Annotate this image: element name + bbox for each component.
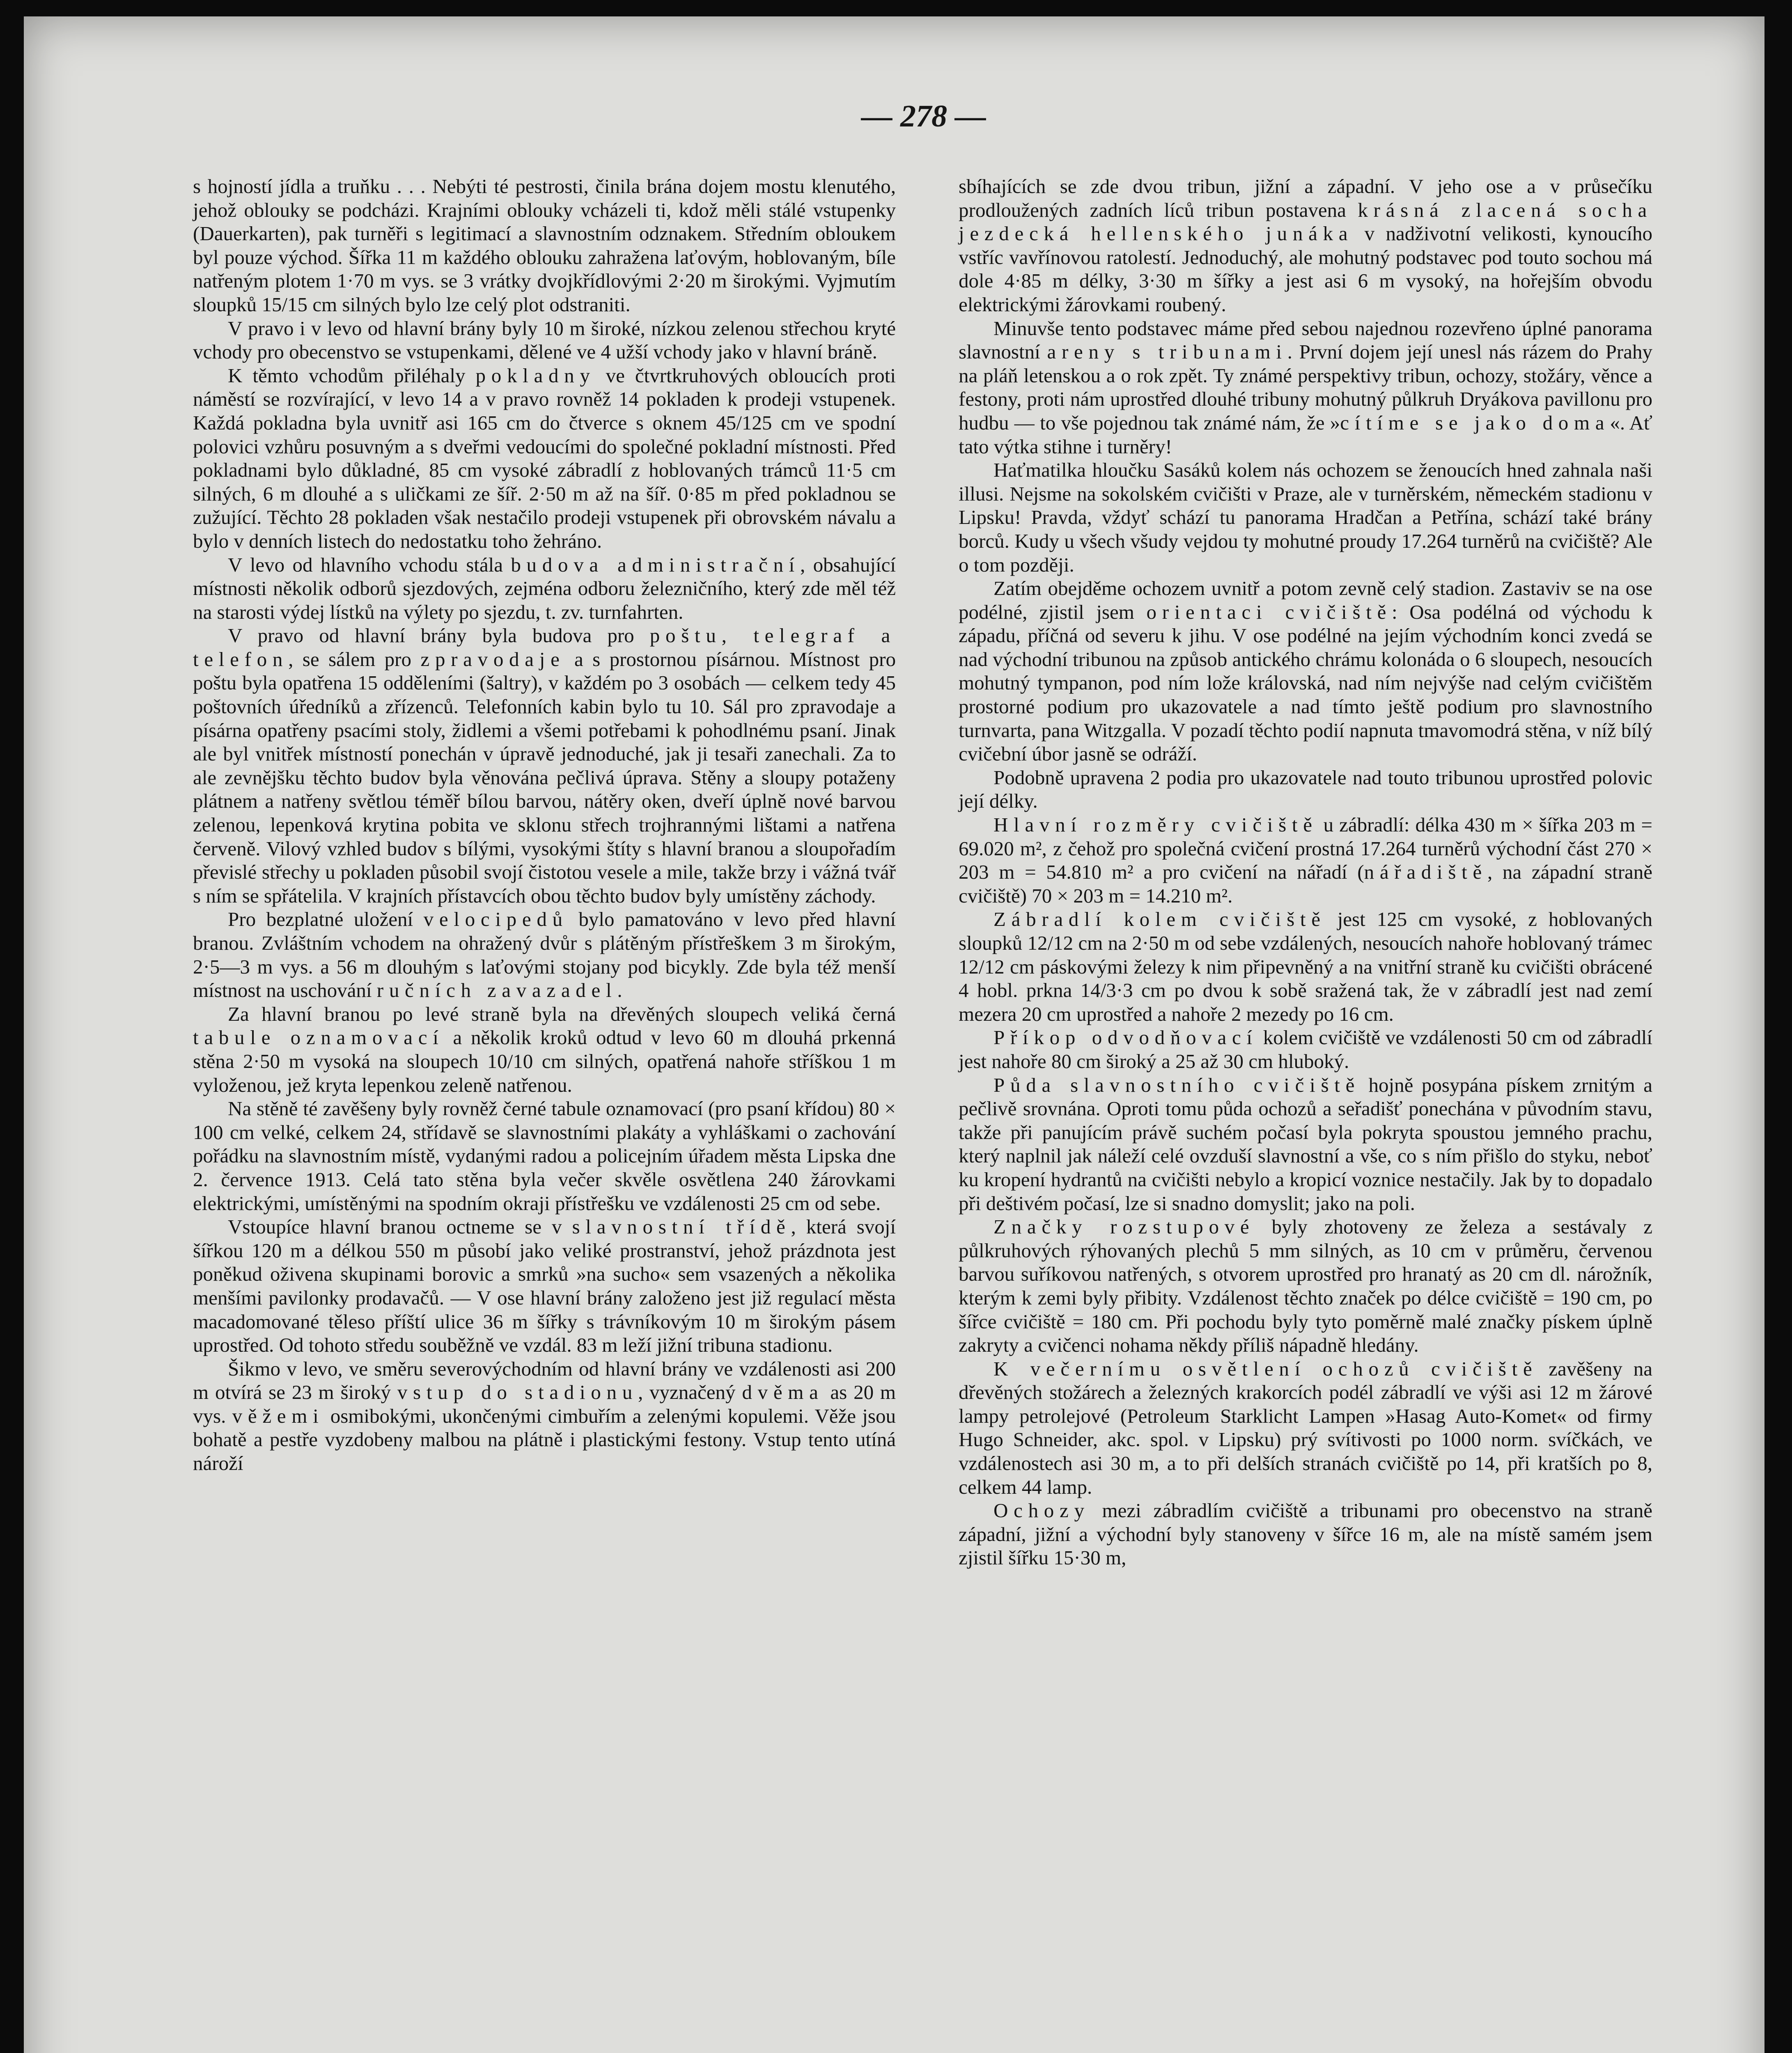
text-run: Haťmatilka hloučku Sasáků kolem nás ochozem se ženoucích hned zahnala naši illusi. Nejsme na sokolském cvičišti v Praze, ale v turněrském, německém stadionu v Lipsku! Pravda, vždyť schází tu panorama Hradčan a Petřína, schází také brány borců. Kudy u všech všudy vejdou ty mohutné proudy 17.264 turněrů na cvičiště? Ale o tom později. bbox=[959, 459, 1652, 576]
text-run: , na západní straně cvičiště) 70 × 203 m = 14.210 m². bbox=[959, 861, 1652, 907]
text-run: . První dojem její unesl nás rázem do Prahy na pláň letenskou a o rok zpět. Ty známé perspektivy tribun, ochozy, stožáry, věnce a festony, proti nám uprostřed dlouhé tribuny mohutný půlkruh Dryákova pavillonu pro hudbu — to vše pojednou tak známé nám, že » bbox=[959, 340, 1652, 434]
text-run: Za hlavní branou po levé straně byla na dřevěných sloupech veliká černá bbox=[228, 1002, 896, 1025]
spaced-emphasis-text: K večernímu osvětlení ochozů cvičiště bbox=[994, 1357, 1538, 1380]
text-run: s hojností jídla a truňku . . . Nebýti té pestrosti, činila brána dojem mostu klenutého, jehož oblouky se podcházi. Krajními oblouky vcházeli ti, kdož měli stálé vstupenky (Dauerkarten), pak turněři s legitimací a slavnostním odznakem. Středním obloukem byl pouze východ. Šířka 11 m každého oblouku zahražena laťovým, hoblovaným, bíle natřeným plotem 1·70 m vys. se 3 vrátky dvojkřídlovými 2·20 m širokými. Vyjmutím sloupků 15/15 cm silných bylo lze celý plot odstraniti. bbox=[193, 175, 896, 316]
paragraph bbox=[959, 813, 1652, 907]
spaced-emphasis-text: vstup do stadionu bbox=[397, 1381, 638, 1404]
spaced-emphasis-text: pokladny bbox=[475, 364, 596, 387]
spaced-emphasis-text: dvěma bbox=[742, 1381, 824, 1404]
paragraph bbox=[959, 1357, 1652, 1499]
spaced-emphasis-text: krásná zlacená socha jezdecká hellenského junáka bbox=[959, 198, 1652, 245]
paragraph bbox=[193, 317, 896, 364]
spaced-emphasis-text: Značky rozstupové bbox=[994, 1215, 1255, 1238]
text-run: zavěšeny na dřevěných stožárech a železných krakorcích podél zábradlí ve výši asi 12 m žárové lampy petrolejové (Petroleum Starklicht Lampen »Hasag Auto-Komet« od firmy Hugo Schneider, akc. spol. v Lipsku) prý svítivosti po 1000 norm. svíčkách, ve vzdálenostech asi 30 m, a to při delších stranách cvičiště po 14, při kratších po 8, celkem 44 lamp. bbox=[959, 1357, 1652, 1498]
text-run: a s prostornou písárnou. Místnost pro poštu byla opatřena 15 odděleními (šaltry), v každém po 3 osobách — celkem tedy 45 poštovních úředníků a zřízenců. Telefonních kabin bylo tu 10. Sál pro zpravodaje a písárna opatřeny psacími stoly, židlemi a všemi potřebami k pohodlnému psaní. Jinak ale byl vnitřek místností ponechán v úpravě jednoduché, jak ji tesaři zanechali. Za to ale zevnějšku těchto budov byla věnována pečlivá úprava. Stěny a sloupy potaženy plátnem a natřeny světlou téměř bílou barvou, nátěry oken, dveří úplně nové barvou zelenou, lepenková krytina pobita ve sklonu střech trojhrannými lištami a natřena červeně. Vilový vzhled budov s bílými, vysokými štíty s hlavní branou a sloupořadím převislé střechy u pokladen působil svojí čistotou vesele a mile, takže brzy i vážná tvář s ním se spřátelila. V krajních přístavcích obou těchto budov byly umístěny záchody. bbox=[193, 648, 896, 907]
text-run: mezi zábradlím cvičiště a tribunami pro obecenstvo na straně západní, jižní a východní byly stanoveny v šířce 16 m, ale na místě samém jsem zjistil šířku 15·30 m, bbox=[959, 1499, 1652, 1569]
text-run: as 20 m vys. bbox=[193, 1381, 896, 1427]
paragraph bbox=[193, 1215, 896, 1357]
spaced-emphasis-text: Příkop odvodňovací bbox=[994, 1026, 1258, 1049]
spaced-emphasis-text: tabule oznamovací bbox=[193, 1026, 444, 1049]
spaced-emphasis-text: zpravodaje bbox=[420, 648, 565, 671]
paragraph bbox=[959, 175, 1652, 317]
text-run: , se sálem pro bbox=[288, 648, 421, 671]
text-run: , která svojí šířkou 120 m a délkou 550 m působí jako veliké prostranství, jehož prázdnota jest poněkud oživena skupinami borovic a smrků »na sucho« sem vsazených a několika menšími pavilonky prodavačů. — V ose hlavní brány založeno jest již regulací města macadomované těleso příští ulice 36 m šířky s trávníkovým 10 m širokým pásem uprostřed. Od tohoto středu souběžně ve vzdál. 83 m leží jižní tribuna stadionu. bbox=[193, 1215, 896, 1357]
paragraph bbox=[959, 576, 1652, 766]
text-run: a několik kroků odtud v levo 60 m dlouhá prkenná stěna 2·50 m vysoká na sloupech 10/10 cm silných, opatřená nahoře stříškou 1 m vyloženou, jež kryta lepenkou zeleně natřenou. bbox=[193, 1026, 896, 1096]
spaced-emphasis-text: velocipedů bbox=[423, 908, 568, 931]
text-run: Zatím obejděme ochozem uvnitř a potom zevně celý stadion. Zastaviv se na ose podélné, zjistil jsem bbox=[959, 577, 1652, 623]
text-run: V levo od hlavního vchodu stála bbox=[228, 553, 511, 576]
text-run: byly zhotoveny ze železa a sestávaly z půlkruhových rýhovaných plechů 5 mm silných, as 10 cm v průměru, červenou barvou suříkovou natřených, s otvorem uprostřed pro hranatý as 20 cm dl. nárožník, kterým k zemi byly přibity. Vzdálenost těchto značek po délce cvičiště = 190 cm, po šířce cvičiště = 180 cm. Při pochodu byly tyto poměrně malé značky pískem úplně zakryty a cvičenci nohama někdy příliš nápadně hledány. bbox=[959, 1215, 1652, 1357]
page-number: — 278 — bbox=[861, 99, 986, 133]
paragraph bbox=[193, 1357, 896, 1475]
text-run: Šikmo v levo, ve směru severovýchodním od hlavní brány ve vzdálenosti asi 200 m otvírá se 23 m široký bbox=[193, 1357, 896, 1404]
text-run: V pravo i v levo od hlavní brány byly 10 m široké, nízkou zelenou střechou kryté vchody pro obecenstvo se vstupenkami, dělené ve 4 užší vchody jako v hlavní bráně. bbox=[193, 317, 896, 363]
text-run: v nadživotní velikosti, kynoucího vstříc vavřínovou ratolestí. Jednoduchý, ale mohutný podstavec pod touto sochou má dole 4·85 m délky, 3·30 m šířky a jest asi 6 m vysoký, na hořejším obvodu elektrickými žárovkami roubený. bbox=[959, 222, 1652, 316]
paragraph bbox=[193, 1002, 896, 1097]
spaced-emphasis-text: cítíme se jako doma bbox=[1340, 411, 1610, 434]
text-run: osmibokými, ukončenými cimbuřím a zelenými kopulemi. Věže jsou bohatě a pestře vyzdobeny malbou na plátně i plastickými festony. Vstup tento utíná nároží bbox=[193, 1404, 896, 1475]
paragraph bbox=[959, 1026, 1652, 1073]
spaced-emphasis-text: věžemi bbox=[232, 1404, 324, 1427]
text-run: sbíhajících se zde dvou tribun, jižní a západní. V jeho ose a v průsečíku prodloužených zadních líců tribun postavena bbox=[959, 175, 1652, 221]
text-run: kolem cvičiště ve vzdálenosti 50 cm od zábradlí jest nahoře 80 cm široký a 25 až 30 cm hluboký. bbox=[959, 1026, 1652, 1072]
text-run: ve čtvrtkruhových obloucích proti náměstí se rozvírající, v levo 14 a v pravo rovněž 14 pokladen k prodeji vstupenek. Každá pokladna byla uvnitř asi 165 cm do čtverce s oknem 45/125 cm ve spodní polovici vzhůru posuvným a s dveřmi vedoucími do společné pokladní místnosti. Před pokladnami bylo důkladné, 85 cm vysoké zábradlí z hoblovaných trámců 11·5 cm silných, 6 m dlouhé a s uličkami ze šíř. 2·50 m až na šíř. 0·85 m před pokladnou se zužující. Těchto 28 pokladen však nestačilo prodeji vstupenek při obrovském návalu a bylo v denních listech do nedostatku toho žehráno. bbox=[193, 364, 896, 552]
paragraph bbox=[959, 766, 1652, 813]
text-run: : Osa podélná od východu k západu, příčná od severu k jihu. V ose podélné na jejím východním konci zvedá se nad východní tribunou na způsob antického chrámu kolonáda o 6 sloupech, nesoucích mohutný tympanon, pod ním lože královská, nad ním nejvýše nad celým cvičištěm prostorné podium pro ukazovatele a nad tímto ještě podium pro slavnostního turnvarta, pana Witzgalla. V pozadí těchto podií napnuta tmavomodrá stěna, v níž bílý cvičební úbor jasně se odráží. bbox=[959, 600, 1652, 765]
text-run: K těmto vchodům přiléhaly bbox=[228, 364, 476, 387]
text-run: Podobně upravena 2 podia pro ukazovatele nad touto tribunou uprostřed polovic její délky. bbox=[959, 766, 1652, 813]
paragraph bbox=[193, 364, 896, 553]
paragraph bbox=[959, 317, 1652, 459]
right-text-column bbox=[959, 175, 1652, 1570]
text-run: Na stěně té zavěšeny byly rovněž černé tabule oznamovací (pro psaní křídou) 80 × 100 cm velké, celkem 24, střídavě se slavnostními plakáty a vyhláškami o zachování pořádku na slavnostním místě, vydanými radou a policejním úřadem města Lipska dne 2. července 1913. Celá tato stěna byla večer skvěle osvětlena 240 žárovkami elektrickými, umístěnými na spodním okraji přístřešku ve vzdálenosti 25 cm od sebe. bbox=[193, 1097, 896, 1215]
text-run: u zábradlí: délka 430 m × šířka 203 m = 69.020 m², z čehož pro společná cvičení prostná 17.264 turněrů východní část 270 × 203 m = 54.810 m² a pro cvičení na nářadí ( bbox=[959, 813, 1652, 884]
paragraph bbox=[959, 458, 1652, 576]
text-run: bylo pamatováno v levo před hlavní branou. Zvláštním vchodem na ohražený dvůr s plátěným přístřeškem 3 m širokým, 2·5—3 m vys. a 56 m dlouhým s laťovými stojany pod bicykly. Zde byla též menší místnost na uschování bbox=[193, 908, 896, 1002]
text-run: «. Ať tato výtka stihne i turněry! bbox=[959, 411, 1652, 458]
paragraph bbox=[193, 175, 896, 317]
text-run: Vstoupíce hlavní branou octneme se v bbox=[228, 1215, 572, 1238]
paragraph bbox=[193, 553, 896, 624]
spaced-emphasis-text: Zábradlí kolem cvičiště bbox=[994, 908, 1326, 931]
text-run: hojně posypána pískem zrnitým a pečlivě srovnána. Oproti tomu půda ochozů a seřadišť ponechána v původním stavu, takže při panujícím právě suchém počasí byla pokryta spoustou jemného prachu, který naplnil jak náleží celé ovzduší slavnostní a vše, co s ním přišlo do styku, neboť ku kropení hydrantů na cvičišti nebylo a kropicí voznice nestačily. Jak by to dopadalo při deštivém počasí, lze si snadno domyslit; jako na poli. bbox=[959, 1073, 1652, 1215]
left-text-column bbox=[193, 175, 896, 1475]
paragraph bbox=[193, 624, 896, 907]
spaced-emphasis-text: nářadiště bbox=[1364, 861, 1487, 884]
text-run: , vyznačený bbox=[638, 1381, 742, 1404]
paragraph bbox=[193, 1097, 896, 1215]
spaced-emphasis-text: areny s tribunami bbox=[1047, 340, 1287, 363]
spaced-emphasis-text: budova administrační bbox=[511, 553, 800, 576]
paragraph bbox=[959, 1499, 1652, 1570]
spaced-emphasis-text: poštu, telegraf a telefon bbox=[193, 624, 896, 671]
text-run: , obsahující místnosti několik odborů sjezdových, zejména odboru železničního, který zde měl též na starosti výdej lístků na výlety po sjezdu, t. zv. turnfahrten. bbox=[193, 553, 896, 623]
text-run: jest 125 cm vysoké, z hoblovaných sloupků 12/12 cm na 2·50 m od sebe vzdálených, nesoucích nahoře hoblovaný trámec 12/12 cm páskovými železy k nim připevněný a na vnitřní straně ku cvičišti obrácené 4 hobl. prkna 14/3·3 cm po dvou k sobě sražená tak, že v zábradlí jest nad zemí mezera 20 cm uprostřed a nahoře 2 mezedy po 16 cm. bbox=[959, 908, 1652, 1025]
spaced-emphasis-text: ručních zavazadel bbox=[376, 979, 617, 1002]
spaced-emphasis-text: Půda slavnostního cvičiště bbox=[994, 1073, 1361, 1096]
spaced-emphasis-text: orientaci cvičiště bbox=[1146, 600, 1392, 623]
paragraph bbox=[959, 1073, 1652, 1215]
spaced-emphasis-text: Ochozy bbox=[994, 1499, 1090, 1522]
paragraph bbox=[193, 907, 896, 1002]
paragraph bbox=[959, 907, 1652, 1026]
text-run: V pravo od hlavní brány byla budova pro bbox=[228, 624, 650, 647]
paragraph bbox=[959, 1215, 1652, 1357]
spaced-emphasis-text: Hlavní rozměry cvičiště bbox=[994, 813, 1318, 836]
text-run: Minuvše tento podstavec máme před sebou najednou rozevřeno úplné panorama slavnostní bbox=[959, 317, 1652, 363]
spaced-emphasis-text: slavnostní třídě bbox=[572, 1215, 791, 1238]
text-run: Pro bezplatné uložení bbox=[228, 908, 424, 931]
text-run: . bbox=[617, 979, 622, 1002]
